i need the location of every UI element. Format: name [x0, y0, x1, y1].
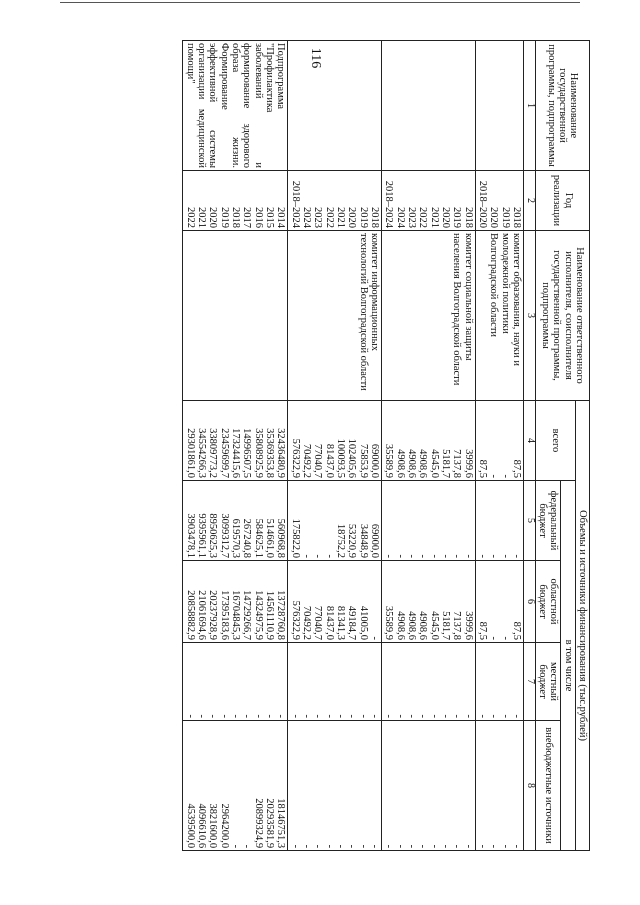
column-index: 8 — [523, 721, 535, 851]
local-cell: - - - - — [475, 643, 523, 721]
table-row — [183, 41, 288, 851]
program-name-cell — [475, 41, 523, 171]
total-cell: 87,5 - - 87,5 — [475, 401, 523, 481]
header-year: Год реализации — [535, 171, 589, 231]
rotated-table-container — [50, 40, 590, 850]
responsible-cell: комитет социальной защиты населения Волгоградской области — [381, 231, 475, 401]
header-responsible: Наименование ответственного исполнителя, соисполнителя государственной программы, подпрограммы — [535, 231, 589, 401]
header-total: всего — [535, 401, 575, 481]
header-funding: Объемы и источники финансирования (тыс.рублей) — [575, 401, 589, 851]
top-rule — [60, 2, 580, 3]
page-number: 116 — [308, 47, 323, 69]
program-name-cell: Подпрограмма "Профилактика заболеваний и формирование здорового образа жизни. Формирование эффективной системы организации медицинской помощи" — [183, 41, 288, 171]
years-cell: 2018 2019 2020 2018–2020 — [475, 171, 523, 231]
years-cell: 2018 2019 2020 2021 2022 2023 2024 2018–2024 — [381, 171, 475, 231]
header-name: Наименование государственной программы, подпрограммы — [535, 41, 589, 171]
column-index: 5 — [523, 481, 535, 561]
column-index: 6 — [523, 561, 535, 643]
years-cell: 2014 2015 2016 2017 2018 2019 2020 2021 2022 — [183, 171, 288, 231]
header-regional: областной бюджет — [535, 561, 561, 643]
regional-cell: 87,5 - - 87,5 — [475, 561, 523, 643]
program-name-cell — [381, 41, 475, 171]
federal-cell: - - - - - - - - — [381, 481, 475, 561]
federal-cell: 69000,0 34848,9 53220,9 18752,2 - - - 175822,0 — [288, 481, 382, 561]
header-extra: внебюджетные источники — [535, 721, 561, 851]
federal-cell: - - - - — [475, 481, 523, 561]
regional-cell: - 41005,0 49184,7 81341,3 81437,0 77040,7 70492,2 576322,9 — [288, 561, 382, 643]
table-row — [381, 41, 475, 851]
funding-table — [182, 40, 590, 851]
header-local: местный бюджет — [535, 643, 561, 721]
program-name-cell — [288, 41, 382, 171]
table-row — [288, 41, 382, 851]
header-federal: федеральный бюджет — [535, 481, 561, 561]
extra-cell: 18146751,3 20293581,9 20899324,9 - - 2964200,0 3821600,0 4096610,6 4539500,0 — [183, 721, 288, 851]
extra-cell: - - - - - - - - — [288, 721, 382, 851]
years-cell: 2018 2019 2020 2021 2022 2023 2024 2018–2024 — [288, 171, 382, 231]
total-cell: 32436480,9 35369353,8 35808925,9 14996507,5 17324415,6 23459699,7 33809773,2 34554266,3 29301861,0 — [183, 401, 288, 481]
regional-cell: 13728760,8 14561110,9 14324975,9 14729266,7 16704845,3 17395183,6 20237928,9 21061694,6 20858882,9 — [183, 561, 288, 643]
responsible-cell: комитет информационных технологий Волгоградской области — [288, 231, 382, 401]
column-index: 3 — [523, 231, 535, 401]
column-index: 4 — [523, 401, 535, 481]
extra-cell: - - - - - - - - — [381, 721, 475, 851]
local-cell: - - - - - - - - — [288, 643, 382, 721]
responsible-cell — [183, 231, 288, 401]
column-index: 2 — [523, 171, 535, 231]
federal-cell: 560968,8 514661,0 584625,1 267240,8 619570,3 3099312,7 8950625,3 9395961,1 3903478,1 — [183, 481, 288, 561]
local-cell: - - - - - - - - - — [183, 643, 288, 721]
total-cell: 69000,0 75853,9 102405,6 100093,5 81437,0 77040,7 70492,2 576322,9 — [288, 401, 382, 481]
table-row — [475, 41, 523, 851]
extra-cell: - - - - — [475, 721, 523, 851]
total-cell: 3999,6 7137,8 5181,7 4545,0 4908,6 4908,6 4908,6 35589,9 — [381, 401, 475, 481]
responsible-cell: комитет образования, науки и молодежной политики Волгоградской области — [475, 231, 523, 401]
local-cell: - - - - - - - - — [381, 643, 475, 721]
column-index: 7 — [523, 643, 535, 721]
header-including: в том числе — [561, 481, 575, 851]
regional-cell: 3999,6 7137,8 5181,7 4545,0 4908,6 4908,6 4908,6 35589,9 — [381, 561, 475, 643]
column-index: 1 — [523, 41, 535, 171]
